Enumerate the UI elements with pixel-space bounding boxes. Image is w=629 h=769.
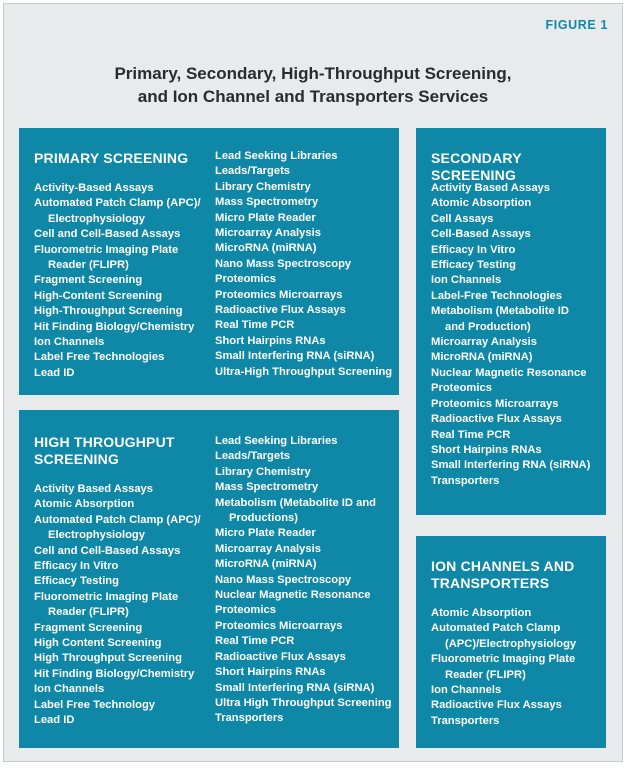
title-line-2: and Ion Channel and Transporters Services: [137, 87, 489, 106]
list-item: Hit Finding Biology/Chemistry: [34, 667, 195, 680]
list-item: Micro Plate Reader: [215, 527, 316, 540]
ion-list: [431, 606, 576, 729]
list-item: Library Chemistry: [215, 180, 311, 193]
list-item: Proteomics Microarrays: [431, 397, 559, 410]
primary-list-col1: [34, 181, 201, 381]
high-throughput-panel: [19, 410, 399, 748]
list-item: Radioactive Flux Assays: [431, 413, 562, 426]
list-item: Nuclear Magnetic Resonance: [215, 589, 371, 602]
title-line-1: Primary, Secondary, High-Throughput Screening,: [114, 64, 512, 83]
panel-heading: SECONDARY SCREENING: [431, 150, 522, 183]
list-item: Atomic Absorption: [431, 607, 532, 619]
list-item: Label Free Technology: [34, 698, 156, 711]
list-item: Short Hairpins RNAs: [431, 443, 542, 456]
list-item: Nano Mass Spectroscopy: [215, 257, 352, 270]
secondary-list: [431, 181, 590, 489]
list-item: Fluorometric Imaging Plate: [34, 590, 179, 603]
list-item: Reader (FLIPR): [48, 606, 129, 619]
ion-channels-panel: [416, 536, 606, 748]
list-item: Real Time PCR: [215, 635, 295, 648]
list-item: Leads/Targets: [215, 165, 291, 178]
list-item: Lead Seeking Libraries: [215, 435, 338, 447]
list-item: Productions): [229, 512, 298, 525]
list-item: Label Free Technologies: [34, 351, 165, 364]
list-item: Lead ID: [34, 714, 75, 727]
list-item: Automated Patch Clamp: [431, 622, 561, 635]
list-item: MicroRNA (miRNA): [215, 242, 317, 255]
list-item: Reader (FLIPR): [48, 259, 129, 272]
panel-heading: PRIMARY SCREENING: [34, 150, 189, 166]
primary-screening-panel: [19, 128, 399, 395]
figure-title: [4, 62, 622, 108]
list-item: Fluorometric Imaging Plate: [431, 653, 576, 666]
heading-line-1: HIGH THROUGHPUT: [34, 434, 175, 450]
list-item: Efficacy Testing: [34, 575, 119, 588]
list-item: High Content Screening: [34, 637, 162, 650]
figure-label: FIGURE 1: [545, 18, 608, 32]
list-item: Metabolism (Metabolite ID and: [215, 496, 376, 509]
list-item: Lead ID: [34, 366, 75, 379]
list-item: Activity Based Assays: [34, 483, 153, 495]
list-item: Microarray Analysis: [215, 542, 321, 555]
list-item: Fragment Screening: [34, 621, 143, 634]
list-item: MicroRNA (miRNA): [215, 558, 317, 571]
list-item: Radioactive Flux Assays: [215, 304, 346, 317]
list-item: Automated Patch Clamp (APC)/: [34, 197, 201, 210]
list-item: MicroRNA (miRNA): [431, 351, 533, 364]
list-item: Microarray Analysis: [431, 336, 537, 349]
list-item: Real Time PCR: [431, 428, 511, 441]
list-item: and Production): [445, 320, 531, 333]
primary-list-col2: [215, 149, 392, 380]
list-item: Small Interfering RNA (siRNA): [215, 681, 375, 694]
list-item: Metabolism (Metabolite ID: [431, 305, 569, 318]
list-item: Cell and Cell-Based Assays: [34, 544, 181, 557]
heading-line-2: TRANSPORTERS: [431, 575, 550, 591]
list-item: (APC)/Electrophysiology: [445, 637, 577, 650]
list-item: Ion Channels: [431, 684, 502, 697]
list-item: Transporters: [215, 712, 284, 725]
secondary-screening-panel: [416, 128, 606, 515]
list-item: Electrophysiology: [48, 212, 145, 225]
list-item: Leads/Targets: [215, 450, 291, 463]
panel-heading: [431, 558, 574, 592]
list-item: Transporters: [431, 474, 500, 487]
list-item: Short Hairpins RNAs: [215, 666, 326, 679]
list-item: Small Interfering RNA (siRNA): [431, 459, 591, 472]
list-item: High Throughput Screening: [34, 652, 182, 665]
list-item: Hit Finding Biology/Chemistry: [34, 320, 195, 333]
list-item: Automated Patch Clamp (APC)/: [34, 513, 201, 526]
list-item: Reader (FLIPR): [445, 668, 526, 681]
list-item: Ion Channels: [34, 683, 105, 696]
list-item: Proteomics: [215, 273, 276, 286]
list-item: Short Hairpins RNAs: [215, 334, 326, 347]
list-item: Proteomics: [215, 604, 276, 617]
list-item: Mass Spectrometry: [215, 481, 319, 494]
list-item: Fragment Screening: [34, 274, 143, 287]
list-item: Library Chemistry: [215, 465, 311, 478]
list-item: Lead Seeking Libraries: [215, 150, 338, 162]
list-item: Ion Channels: [34, 336, 105, 349]
list-item: Proteomics: [431, 382, 492, 395]
list-item: High-Throughput Screening: [34, 305, 183, 318]
hts-list-col1: [34, 482, 201, 729]
list-item: Electrophysiology: [48, 529, 145, 542]
heading-line-2: SCREENING: [34, 451, 120, 467]
list-item: Nuclear Magnetic Resonance: [431, 366, 587, 379]
list-item: Microarray Analysis: [215, 227, 321, 240]
list-item: Activity Based Assays: [431, 182, 550, 194]
list-item: Efficacy Testing: [431, 259, 516, 272]
list-item: Efficacy In Vitro: [34, 560, 119, 573]
list-item: Micro Plate Reader: [215, 211, 316, 224]
panel-heading: [34, 434, 175, 468]
list-item: Real Time PCR: [215, 319, 295, 332]
list-item: Cell and Cell-Based Assays: [34, 228, 181, 241]
list-item: Activity-Based Assays: [34, 182, 154, 194]
list-item: Cell Assays: [431, 212, 494, 225]
list-item: Ultra High Throughput Screening: [215, 696, 392, 709]
list-item: High-Content Screening: [34, 289, 163, 302]
list-item: Efficacy In Vitro: [431, 243, 516, 256]
heading-line-1: ION CHANNELS AND: [431, 558, 575, 574]
list-item: Proteomics Microarrays: [215, 288, 343, 301]
list-item: Fluorometric Imaging Plate: [34, 243, 179, 256]
list-item: Ultra-High Throughput Screening: [215, 365, 393, 378]
list-item: Transporters: [431, 714, 500, 727]
list-item: Nano Mass Spectroscopy: [215, 573, 352, 586]
list-item: Proteomics Microarrays: [215, 619, 343, 632]
hts-list-col2: [215, 434, 392, 727]
list-item: Radioactive Flux Assays: [431, 699, 562, 712]
list-item: Label-Free Technologies: [431, 289, 562, 302]
list-item: Radioactive Flux Assays: [215, 650, 346, 663]
list-item: Mass Spectrometry: [215, 196, 319, 209]
list-item: Cell-Based Assays: [431, 228, 531, 241]
list-item: Small Interfering RNA (siRNA): [215, 350, 375, 363]
list-item: Ion Channels: [431, 274, 502, 287]
list-item: Atomic Absorption: [34, 498, 135, 511]
list-item: Atomic Absorption: [431, 197, 532, 210]
